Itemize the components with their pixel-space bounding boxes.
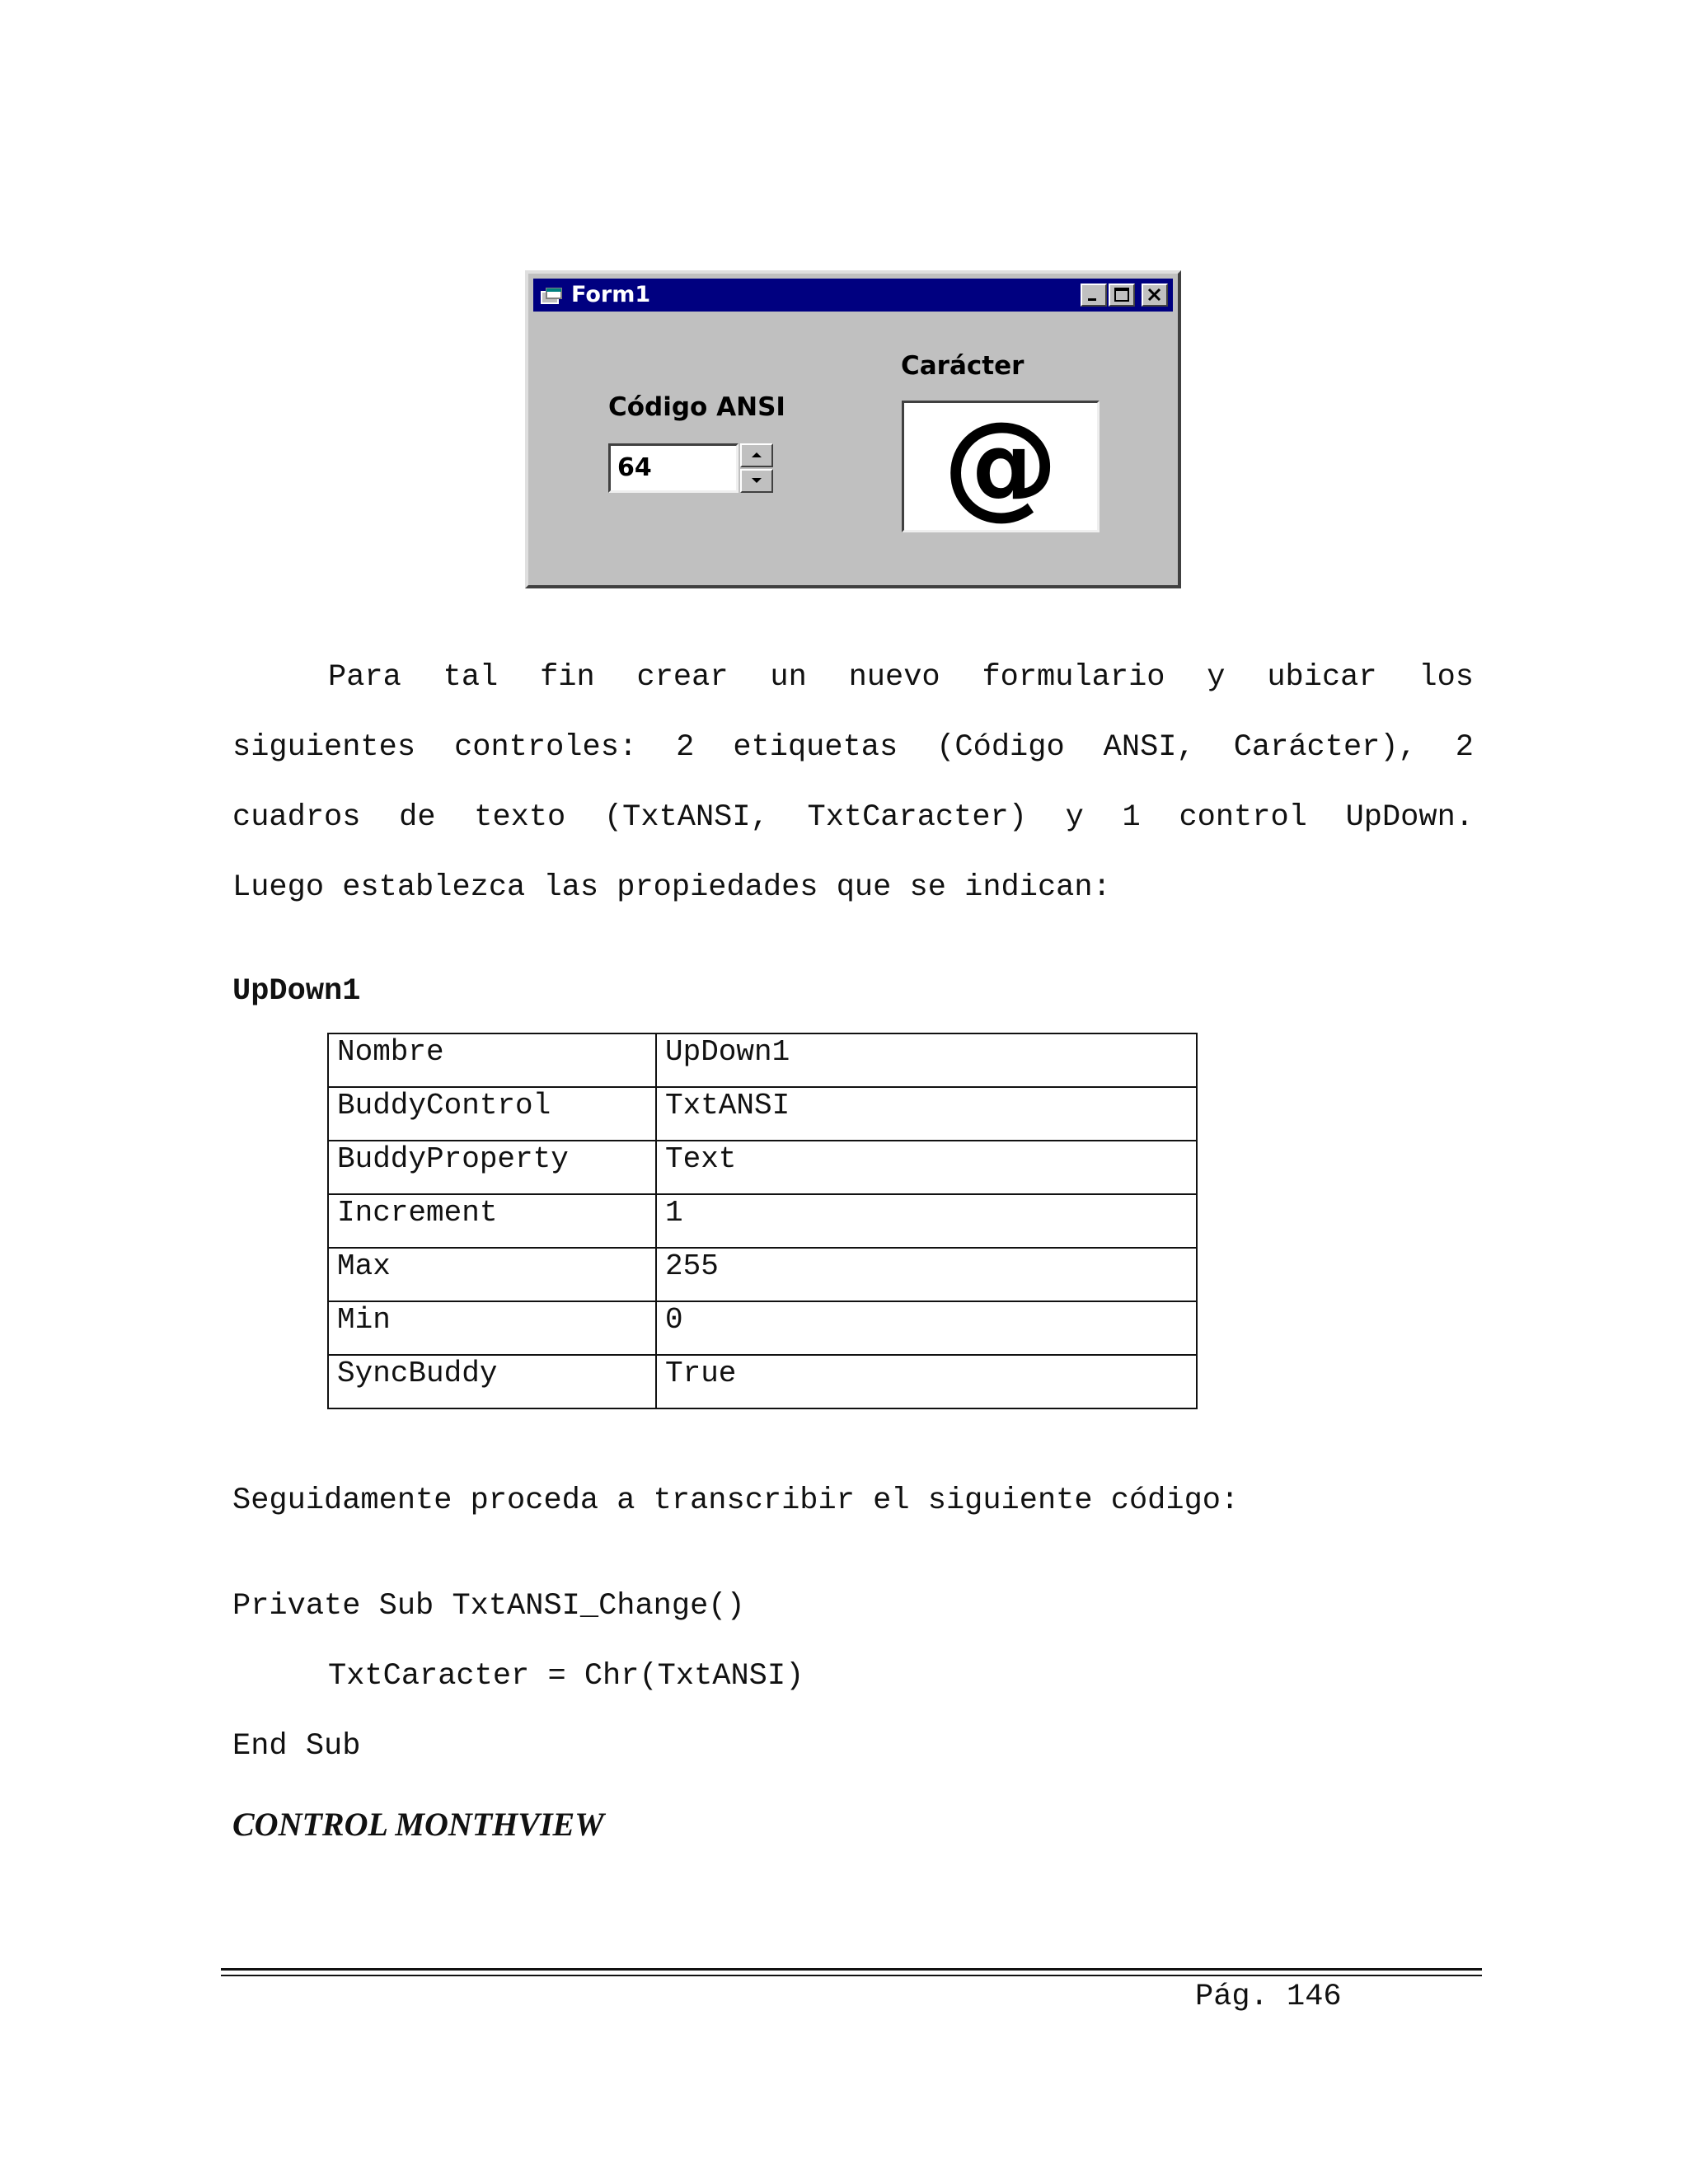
property-name-cell: Nombre	[328, 1033, 656, 1087]
updown-up-button[interactable]	[740, 443, 773, 467]
property-name-cell: SyncBuddy	[328, 1355, 656, 1408]
property-value-cell: Text	[656, 1141, 1197, 1194]
updown-properties-table	[327, 1033, 1198, 1409]
maximize-button[interactable]	[1109, 284, 1135, 307]
footer-rule	[221, 1975, 1482, 1976]
table-row	[328, 1194, 1197, 1248]
paragraph-line: Para tal fin crear un nuevo formulario y ubicar los	[328, 660, 1474, 695]
table-row	[328, 1301, 1197, 1355]
property-value-cell: 255	[656, 1248, 1197, 1301]
property-name-cell: Max	[328, 1248, 656, 1301]
updown-down-button[interactable]	[740, 469, 773, 493]
caracter-label: Carácter	[901, 351, 1025, 381]
minimize-button[interactable]	[1081, 284, 1107, 307]
property-value-cell: UpDown1	[656, 1033, 1197, 1087]
property-value-cell: 0	[656, 1301, 1197, 1355]
property-value-cell: True	[656, 1355, 1197, 1408]
property-name-cell: BuddyProperty	[328, 1141, 656, 1194]
monthview-heading: CONTROL MONTHVIEW	[232, 1806, 604, 1843]
property-value-cell: 1	[656, 1194, 1197, 1248]
property-value-cell: TxtANSI	[656, 1087, 1197, 1141]
txtansi-textbox[interactable]: 64	[608, 443, 738, 493]
form-app-icon	[540, 287, 565, 305]
paragraph-line: Luego establezca las propiedades que se indican:	[232, 870, 1111, 905]
table-row	[328, 1248, 1197, 1301]
table-row	[328, 1141, 1197, 1194]
form1-window-screenshot	[525, 270, 1181, 588]
instructions-text: Seguidamente proceda a transcribir el siguiente código:	[232, 1483, 1240, 1518]
intro-paragraph	[232, 643, 1474, 923]
code-line: TxtCaracter = Chr(TxtANSI)	[328, 1659, 804, 1694]
table-row	[328, 1087, 1197, 1141]
property-name-cell: BuddyControl	[328, 1087, 656, 1141]
codigo-ansi-label: Código ANSI	[608, 392, 785, 422]
window-titlebar	[533, 279, 1173, 312]
page-number: Pág. 146	[1195, 1980, 1342, 2014]
footer-rule	[221, 1968, 1482, 1971]
table-row	[328, 1033, 1197, 1087]
code-line: Private Sub TxtANSI_Change()	[232, 1589, 745, 1624]
paragraph-line: cuadros de texto (TxtANSI, TxtCaracter) y 1 control UpDown.	[232, 800, 1474, 835]
code-line: End Sub	[232, 1729, 361, 1764]
table-row	[328, 1355, 1197, 1408]
close-button[interactable]	[1142, 284, 1168, 307]
paragraph-line: siguientes controles: 2 etiquetas (Código ANSI, Carácter), 2	[232, 730, 1474, 765]
updown-heading: UpDown1	[232, 974, 361, 1009]
txtcaracter-textbox[interactable]: @	[902, 401, 1100, 532]
property-name-cell: Min	[328, 1301, 656, 1355]
window-title: Form1	[571, 282, 651, 307]
property-name-cell: Increment	[328, 1194, 656, 1248]
